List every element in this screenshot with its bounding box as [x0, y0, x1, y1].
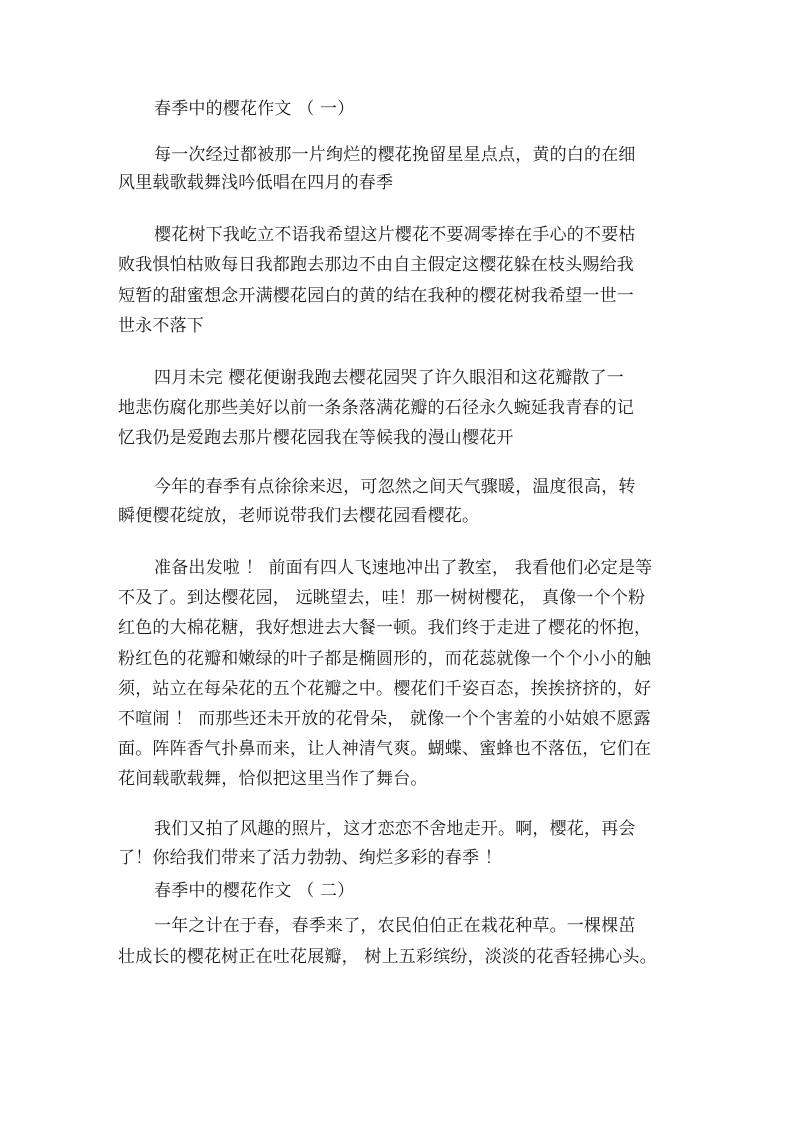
paragraph-line: 每一次经过都被那一片绚烂的樱花挽留星星点点，黄的白的在细: [154, 145, 636, 165]
paragraph-line: 不及了。到达樱花园， 远眺望去，哇！那一树树樱花， 真像一个个粉: [118, 588, 646, 608]
paragraph-line: 我们又拍了风趣的照片，这才恋恋不舍地走开。啊，樱花，再会: [154, 819, 636, 839]
paragraph-line: 一年之计在于春，春季来了，农民伯伯正在栽花种草。一棵棵茁: [154, 916, 636, 936]
paragraph-line: 了！你给我们带来了活力勃勃、绚烂多彩的春季 ！: [118, 848, 503, 868]
paragraph-line: 粉红色的花瓣和嫩绿的叶子都是椭圆形的，而花蕊就像一个个小小的触: [118, 649, 652, 669]
paragraph-line: 须，站立在每朵花的五个花瓣之中。樱花们千姿百态，挨挨挤挤的，好: [118, 679, 652, 699]
paragraph-line: 风里载歌载舞浅吟低唱在四月的春季: [118, 173, 394, 193]
paragraph-line: 短暂的甜蜜想念开满樱花园白的黄的结在我种的樱花树我希望一世一: [118, 286, 634, 306]
essay-title-1: 春季中的樱花作文 （ 一）: [154, 99, 355, 119]
paragraph-line: 败我惧怕枯败每日我都跑去那边不由自主假定这樱花躲在枝头赐给我: [118, 255, 634, 275]
paragraph-line: 四月未完 樱花便谢我跑去樱花园哭了许久眼泪和这花瓣散了一: [154, 368, 625, 388]
paragraph-line: 壮成长的樱花树正在吐花展瓣， 树上五彩缤纷，淡淡的花香轻拂心头。: [118, 947, 657, 967]
paragraph-line: 世永不落下: [118, 316, 204, 336]
paragraph-line: 红色的大棉花糖，我好想进去大餐一顿。我们终于走进了樱花的怀抱，: [118, 618, 652, 638]
paragraph-line: 樱花树下我屹立不语我希望这片樱花不要凋零捧在手心的不要枯: [154, 225, 636, 245]
paragraph-line: 地悲伤腐化那些美好以前一条条落满花瓣的石径永久蜿延我青春的记: [118, 398, 634, 418]
paragraph-line: 今年的春季有点徐徐来迟，可忽然之间天气骤暖，温度很高，转: [154, 477, 636, 497]
essay-title-2: 春季中的樱花作文 （ 二）: [154, 881, 355, 901]
paragraph-line: 瞬便樱花绽放，老师说带我们去樱花园看樱花。: [118, 506, 480, 526]
paragraph-line: 花间载歌载舞，恰似把这里当作了舞台。: [118, 769, 428, 789]
paragraph-line: 准备出发啦 ！ 前面有四人飞速地冲出了教室， 我看他们必定是等: [154, 558, 653, 578]
paragraph-line: 面。阵阵香气扑鼻而来，让人神清气爽。蝴蝶、蜜蜂也不落伍，它们在: [118, 739, 652, 759]
paragraph-line: 不喧闹 ！ 而那些还未开放的花骨朵， 就像一个个害羞的小姑娘不愿露: [118, 709, 651, 729]
paragraph-line: 忆我仍是爱跑去那片樱花园我在等候我的漫山樱花开: [118, 428, 514, 448]
